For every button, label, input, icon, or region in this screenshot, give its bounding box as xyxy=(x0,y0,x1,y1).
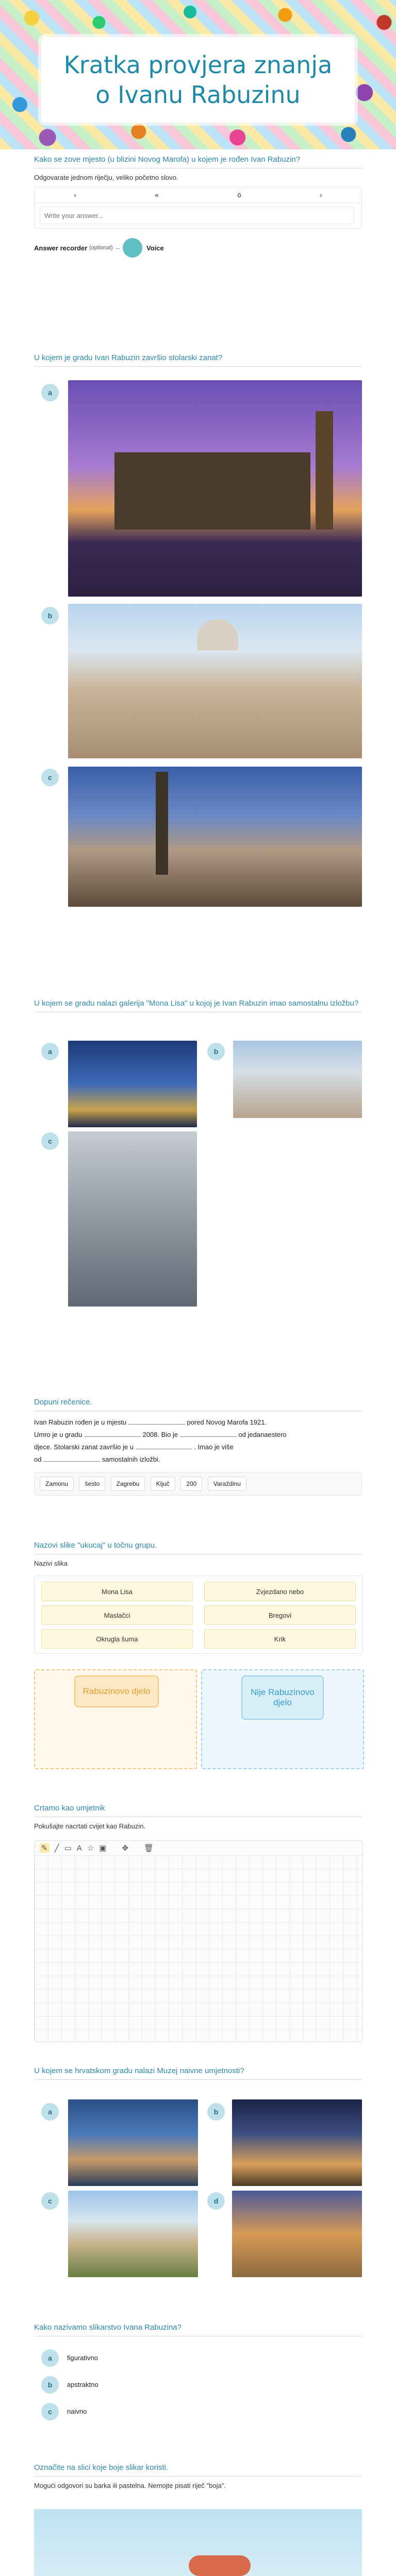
draggable-tile[interactable]: Maslačci xyxy=(41,1605,193,1625)
question-title: Crtamo kao umjetnik xyxy=(34,1803,362,1817)
question-title: U kojem se hrvatskom gradu nalazi Muzej naivne umjetnosti? xyxy=(34,2066,362,2080)
char-button[interactable]: › xyxy=(320,191,322,199)
character-toolbar xyxy=(35,187,361,203)
line-icon[interactable]: ╱ xyxy=(54,1844,59,1853)
question-6 xyxy=(34,1803,362,1830)
blank-slot[interactable] xyxy=(84,1436,141,1437)
split-image[interactable] xyxy=(232,2191,362,2277)
question-4 xyxy=(34,1397,362,1496)
group-label-rabuzin: Rabuzinovo djelo xyxy=(74,1675,159,1707)
question-8 xyxy=(34,2323,362,2336)
move-icon[interactable]: ✥ xyxy=(122,1844,129,1853)
char-button[interactable]: ‹ xyxy=(74,191,76,199)
pencil-icon[interactable]: ✎ xyxy=(40,1843,50,1853)
question-title: U kojem je gradu Ivan Rabuzin završio stolarski zanat? xyxy=(34,353,362,367)
text-segment: od xyxy=(34,1455,42,1463)
draggable-tile[interactable]: Krik xyxy=(204,1629,356,1649)
answer-recorder xyxy=(34,238,362,258)
option-b-badge[interactable]: b xyxy=(41,2376,59,2394)
question-title: Dopuni rečenice. xyxy=(34,1397,362,1411)
question-title: U kojem se gradu nalazi galerija "Mona Lisa" u kojoj je Ivan Rabuzin imao samostalnu izložbu? xyxy=(34,998,362,1012)
sentence-line xyxy=(34,1416,362,1429)
clock-tower xyxy=(316,411,333,530)
blank-slot[interactable] xyxy=(180,1436,237,1437)
answer-input[interactable] xyxy=(40,207,354,224)
option-c-badge[interactable]: c xyxy=(41,769,59,786)
london-image[interactable] xyxy=(68,380,362,597)
header-banner xyxy=(0,0,396,149)
separator-dash: – xyxy=(116,244,120,252)
option-b-badge[interactable]: b xyxy=(41,607,59,624)
option-b-badge[interactable]: b xyxy=(207,1043,225,1060)
option-c-text[interactable]: naivno xyxy=(67,2408,87,2415)
varazdin-image[interactable] xyxy=(68,2191,198,2277)
fill-in-text xyxy=(34,1416,362,1466)
cathedral-spire xyxy=(156,772,168,875)
sentence-line xyxy=(34,1453,362,1466)
voice-label: Voice xyxy=(146,244,164,252)
text-segment: djece. Stolarski zanat završio je u xyxy=(34,1443,134,1451)
sentence-line xyxy=(34,1429,362,1441)
recorder-label: Answer recorder xyxy=(34,244,88,252)
option-b-text[interactable]: apstraktno xyxy=(67,2381,98,2388)
drawing-canvas[interactable] xyxy=(35,1855,362,2042)
question-title: Kako se zove mjesto (u blizini Novog Marofa) u kojem je rođen Ivan Rabuzin? xyxy=(34,155,362,168)
blank-slot[interactable] xyxy=(128,1424,185,1425)
drawing-toolbar xyxy=(35,1841,362,1856)
record-button[interactable] xyxy=(123,238,142,258)
dubrovnik-image[interactable] xyxy=(68,2099,198,2186)
text-segment: pored Novog Marofa 1921. xyxy=(187,1418,267,1426)
text-segment: 2008. Bio je xyxy=(142,1431,178,1438)
question-7 xyxy=(34,2066,362,2080)
question-title: Nazovi slike "ukucaj" u točnu grupu. xyxy=(34,1540,362,1554)
question-title: Označite na slici koje boje slikar koristi. xyxy=(34,2463,362,2477)
word-chip[interactable]: Zagrebu xyxy=(111,1477,145,1491)
highlighter-icon[interactable]: ▭ xyxy=(64,1844,72,1853)
drawing-panel xyxy=(34,1840,363,2042)
title-card xyxy=(41,37,355,123)
char-button[interactable]: « xyxy=(155,191,159,199)
recorder-optional: (optional) xyxy=(89,245,113,251)
group-label-not-rabuzin: Nije Rabuzinovo djelo xyxy=(241,1675,324,1720)
word-bank xyxy=(34,1472,362,1496)
question-instruction: Nazivi slika xyxy=(34,1560,68,1567)
question-5 xyxy=(34,1540,362,1567)
page-title: Kratka provjera znanja o Ivanu Rabuzinu xyxy=(63,51,333,109)
text-icon[interactable]: A xyxy=(76,1843,82,1853)
question-1 xyxy=(34,155,362,258)
option-c-badge[interactable]: c xyxy=(41,1132,59,1150)
word-chip[interactable]: Ključ xyxy=(151,1477,175,1491)
newyork-image[interactable] xyxy=(68,1131,197,1307)
image-icon[interactable]: ▣ xyxy=(99,1844,107,1853)
word-chip[interactable]: Varaždinu xyxy=(208,1477,246,1491)
question-2 xyxy=(34,353,362,367)
draggable-tile[interactable]: Zvjezdano nebo xyxy=(204,1582,356,1601)
dome xyxy=(197,619,238,650)
vatican-image[interactable] xyxy=(68,604,362,758)
dropzone-rabuzin[interactable] xyxy=(34,1669,197,1769)
text-segment: Ivan Rabuzin rođen je u mjestu xyxy=(34,1418,127,1426)
word-chip[interactable]: 200 xyxy=(180,1477,202,1491)
question-title: Kako nazivamo slikarstvo Ivana Rabuzina? xyxy=(34,2323,362,2336)
question-3 xyxy=(34,998,362,1012)
text-segment: samostalnih izložbi. xyxy=(102,1455,160,1463)
paris-image[interactable] xyxy=(68,1041,197,1127)
question-instruction: Pokušajte nacrtati cvijet kao Rabuzin. xyxy=(34,1822,146,1830)
trash-icon[interactable]: 🗑 xyxy=(144,1844,154,1853)
option-a-badge[interactable]: a xyxy=(41,384,59,401)
zagreb-image[interactable] xyxy=(68,767,362,907)
rome-image[interactable] xyxy=(233,1041,362,1118)
star-icon[interactable]: ☆ xyxy=(87,1844,94,1853)
option-c-badge[interactable]: c xyxy=(41,2403,59,2420)
draggable-tile[interactable]: Mona Lisa xyxy=(41,1582,193,1601)
draggable-tile[interactable]: Bregovi xyxy=(204,1605,356,1625)
word-chip[interactable]: Zamonu xyxy=(40,1477,74,1491)
zagreb-night-image[interactable] xyxy=(232,2099,362,2186)
question-instruction: Odgovarate jednom riječju, veliko početno slovo. xyxy=(34,174,178,181)
blank-slot[interactable] xyxy=(43,1461,100,1462)
option-a-badge[interactable]: a xyxy=(41,2103,59,2121)
char-button[interactable]: ö xyxy=(237,191,241,199)
text-segment: . Imao je više xyxy=(194,1443,234,1451)
option-d-badge[interactable]: d xyxy=(207,2192,225,2210)
draggable-tile[interactable]: Okrugla šuma xyxy=(41,1629,193,1649)
question-9 xyxy=(34,2463,362,2489)
option-a-text[interactable]: figurativno xyxy=(67,2354,98,2362)
option-b-badge[interactable]: b xyxy=(207,2103,225,2121)
parliament-silhouette xyxy=(114,452,310,530)
balloon-shape xyxy=(189,2555,251,2576)
sentence-line xyxy=(34,1441,362,1453)
question-instruction: Mogući odgovori su barka ili pastelna. Nemojte pisati riječ "boja". xyxy=(34,2482,226,2489)
option-a-badge[interactable]: a xyxy=(41,1043,59,1060)
text-segment: od jedanaestero xyxy=(238,1431,287,1438)
word-chip[interactable]: šesto xyxy=(79,1477,105,1491)
dropzone-not-rabuzin[interactable] xyxy=(201,1669,364,1769)
answer-box xyxy=(34,187,362,229)
option-c-badge[interactable]: c xyxy=(41,2192,59,2210)
text-segment: Umro je u gradu xyxy=(34,1431,82,1438)
rabuzin-painting-1 xyxy=(34,2509,362,2576)
option-a-badge[interactable]: a xyxy=(41,2349,59,2367)
